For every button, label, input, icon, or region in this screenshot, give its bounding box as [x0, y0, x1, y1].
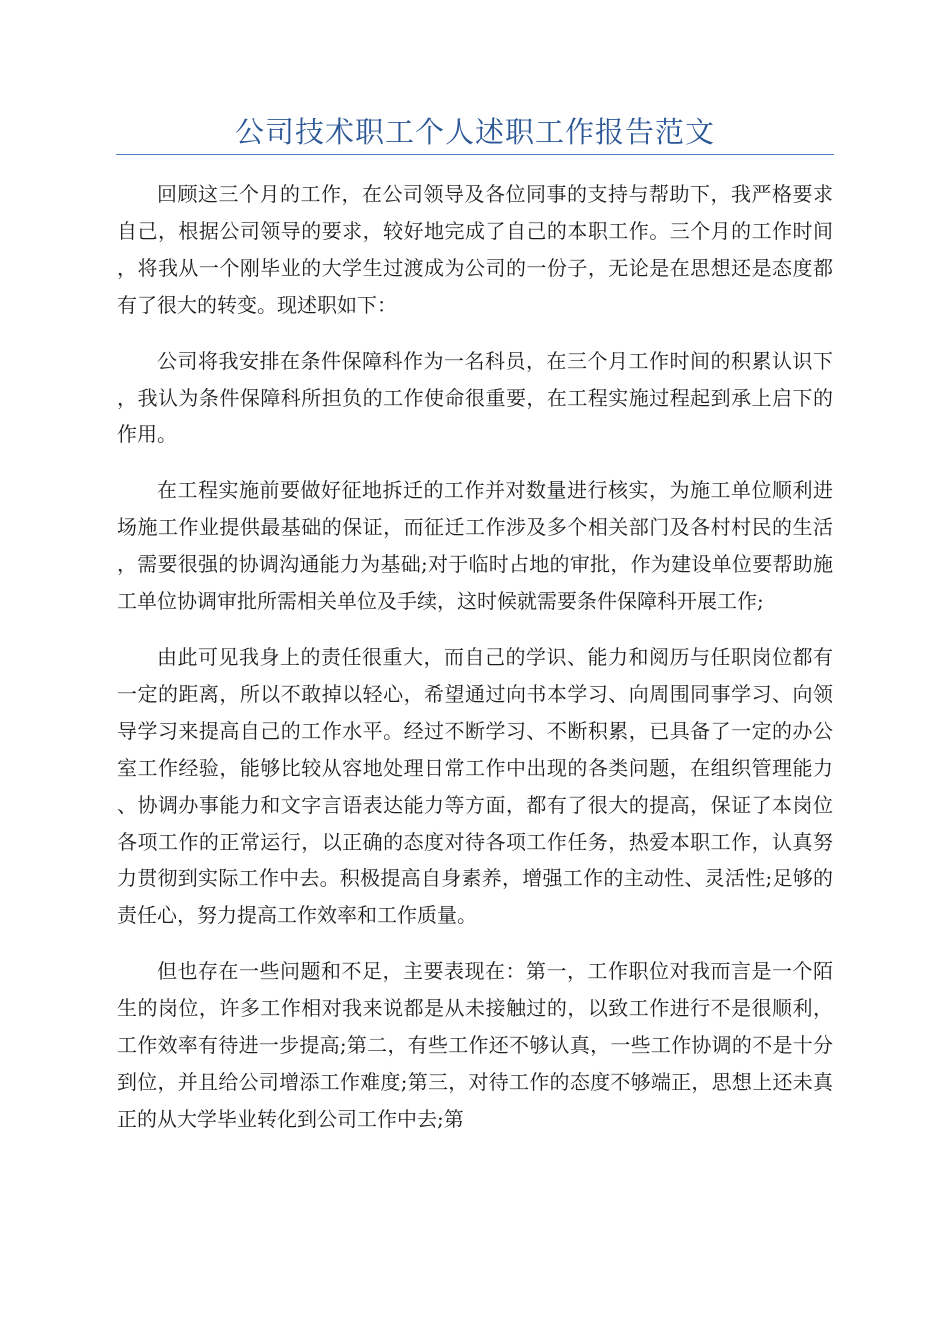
paragraph-tasks: 在工程实施前要做好征地拆迁的工作并对数量进行核实，为施工单位顺利进场施工作业提供最基础的保证，而征迁工作涉及多个相关部门及各村村民的生活，需要很强的协调沟通能力为基础;对于临时占地的审批，作为建设单位要帮助施工单位协调审批所需相关单位及手续，这时候就需要条件保障科开展工作; [117, 478, 833, 614]
title-underline [116, 154, 834, 155]
document-body [117, 176, 833, 1157]
paragraph-review: 回顾这三个月的工作，在公司领导及各位同事的支持与帮助下，我严格要求自己，根据公司领导的要求，较好地完成了自己的本职工作。三个月的工作时间，将我从一个刚毕业的大学生过渡成为公司的一份子，无论是在思想还是态度都有了很大的转变。现述职如下： [117, 182, 833, 317]
paragraph-improvement: 由此可见我身上的责任很重大，而自己的学识、能力和阅历与任职岗位都有一定的距离，所以不敢掉以轻心，希望通过向书本学习、向周围同事学习、向领导学习来提高自己的工作水平。经过不断学习、不断积累，已具备了一定的办公室工作经验，能够比较从容地处理日常工作中出现的各类问题，在组织管理能力、协调办事能力和文字言语表达能力等方面，都有了很大的提高，保证了本岗位各项工作的正常运行，以正确的态度对待各项工作任务，热爱本职工作，认真努力贯彻到实际工作中去。积极提高自身素养，增强工作的主动性、灵活性;足够的责任心，努力提高工作效率和工作质量。 [117, 644, 833, 928]
paragraph-shortcomings: 但也存在一些问题和不足，主要表现在：第一，工作职位对我而言是一个陌生的岗位，许多工作相对我来说都是从未接触过的，以致工作进行不是很顺利，工作效率有待进一步提高;第二，有些工作还不够认真，一些工作协调的不是十分到位，并且给公司增添工作难度;第三，对待工作的态度不够端正，思想上还未真正的从大学毕业转化到公司工作中去;第 [117, 959, 833, 1131]
paragraph-position: 公司将我安排在条件保障科作为一名科员，在三个月工作时间的积累认识下，我认为条件保障科所担负的工作使命很重要，在工程实施过程起到承上启下的作用。 [117, 348, 833, 447]
document-title: 公司技术职工个人述职工作报告范文 [234, 115, 715, 149]
